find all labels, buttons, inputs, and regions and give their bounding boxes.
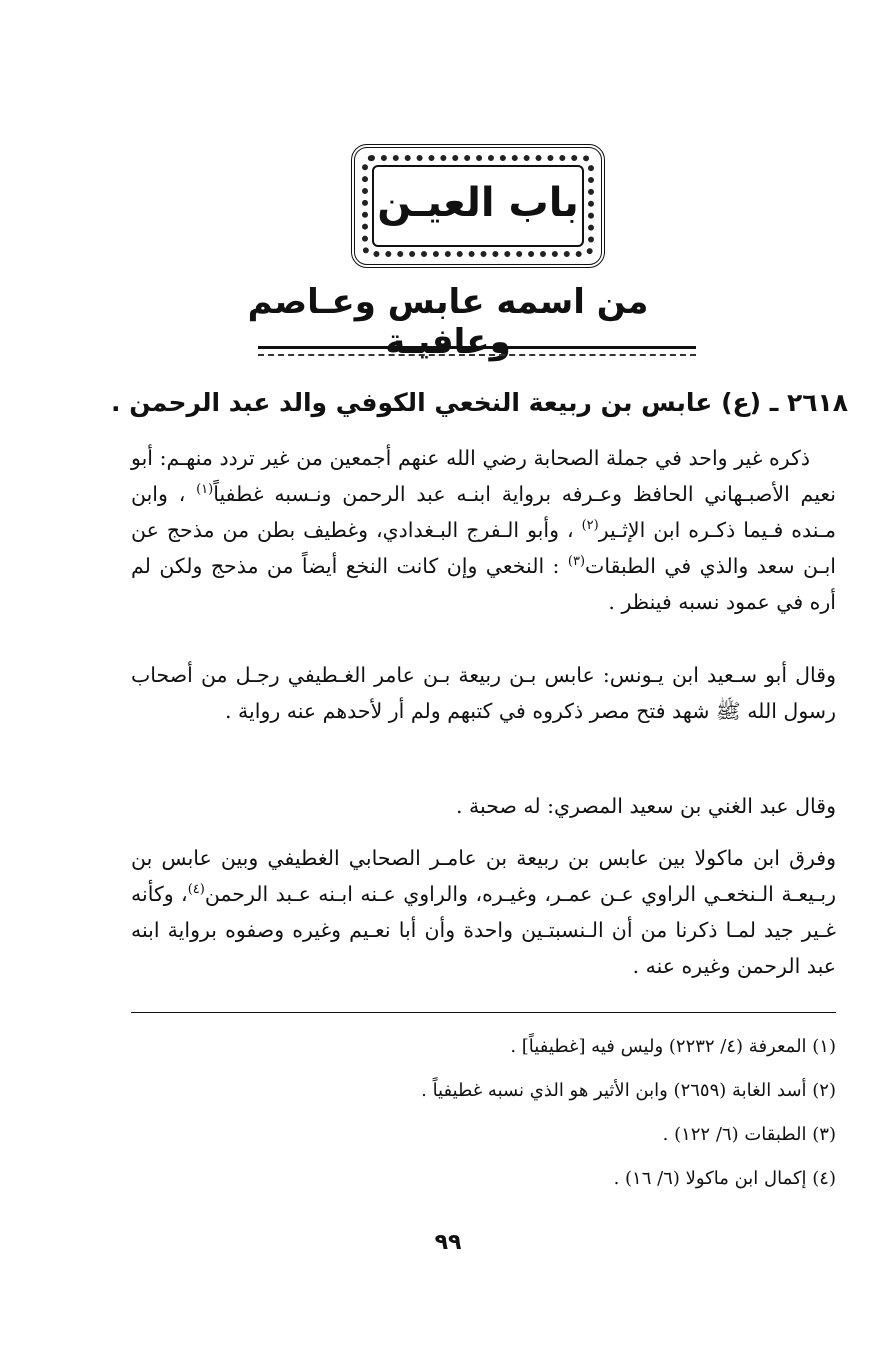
paragraph-3: وقال عبد الغني بن سعيد المصري: له صحبة . bbox=[456, 794, 836, 818]
paragraph-1-text-d: : النخعي وإن كانت النخع أيضاً من مذحج ولكن لم أره في عمود نسبه فينظر . bbox=[131, 554, 836, 614]
paragraph-1 bbox=[131, 440, 836, 620]
paragraph-2: وقال أبو سـعيد ابن يـونس: عابس بـن ربيعة بـن عامر الغـطيفي رجـل من أصحاب رسول الله ﷺ شهد فتح مصر ذكروه في كتبهم ولم أر لأحدهم عنه رواية . bbox=[131, 663, 836, 723]
paragraph-4 bbox=[131, 840, 836, 984]
section-title: من اسمه عابس وعـاصم وعافيـة bbox=[247, 282, 649, 362]
paragraph-4-text-b: ، وكأنه غـير جيد لمـا ذكرنا من أن الـنسبتـين واحدة وأن أبا نعـيم وغيره وصفوه برواية ابنه عبد الرحمن وغيره عنه . bbox=[131, 882, 836, 978]
footnote-1: (١) المعرفة (٤/ ٢٢٣٢) وليس فيه [غطيفياً] . bbox=[510, 1036, 836, 1057]
footnote-4: (٤) إكمال ابن ماكولا (٦/ ١٦) . bbox=[613, 1168, 836, 1189]
footnote-3: (٣) الطبقات (٦/ ١٢٢) . bbox=[662, 1124, 836, 1145]
footnote-ref-3: (٣) bbox=[567, 554, 586, 570]
paragraph-1-text-b: ، وابن مـنده فـيما ذكـره ابن الإثـير bbox=[131, 482, 836, 542]
page-number: ٩٩ bbox=[434, 1230, 462, 1255]
chapter-title: باب العيـن bbox=[377, 180, 579, 226]
paragraph-1-text-a: ذكره غير واحد في جملة الصحابة رضي الله عنهم أجمعين من غير تردد منهـم: أبو نعيم الأصبـهاني الحافظ وعـرفه برواية ابنـه عبد الرحمن ونـسبه غطفياً bbox=[131, 446, 836, 506]
footnotes-divider bbox=[131, 1012, 836, 1013]
footnote-2: (٢) أسد الغابة (٢٦٥٩) وابن الأثير هو الذي نسبه غطيفياً . bbox=[421, 1080, 836, 1101]
footnote-ref-2: (٢) bbox=[581, 518, 599, 534]
paragraph-4-text-a: وفرق ابن ماكولا بين عابس بن ربيعة بن عامـر الصحابي الغطيفي وبين عابس بن ربـيعـة الـنخعـي الراوي عـن عمـر، وغيـره، والراوي عـنه ابـنه عـبد الرحمن bbox=[131, 846, 837, 906]
chapter-title-frame bbox=[351, 144, 605, 268]
section-divider bbox=[258, 346, 696, 356]
chapter-title-frame-core bbox=[372, 165, 584, 247]
entry-heading: ٢٦١٨ ـ (ع) عابس بن ربيعة النخعي الكوفي والد عبد الرحمن . bbox=[111, 388, 848, 417]
chapter-title-frame-ornament bbox=[362, 155, 594, 257]
paragraph-1-text-c: ، وأبو الـفرج البـغدادي، وغطيف بطن من مذحج عن ابـن سعد والذي في الطبقات bbox=[131, 518, 836, 578]
footnotes bbox=[131, 1025, 836, 1201]
footnote-ref-4: (٤) bbox=[187, 882, 205, 898]
footnote-ref-1: (١) bbox=[196, 482, 214, 498]
